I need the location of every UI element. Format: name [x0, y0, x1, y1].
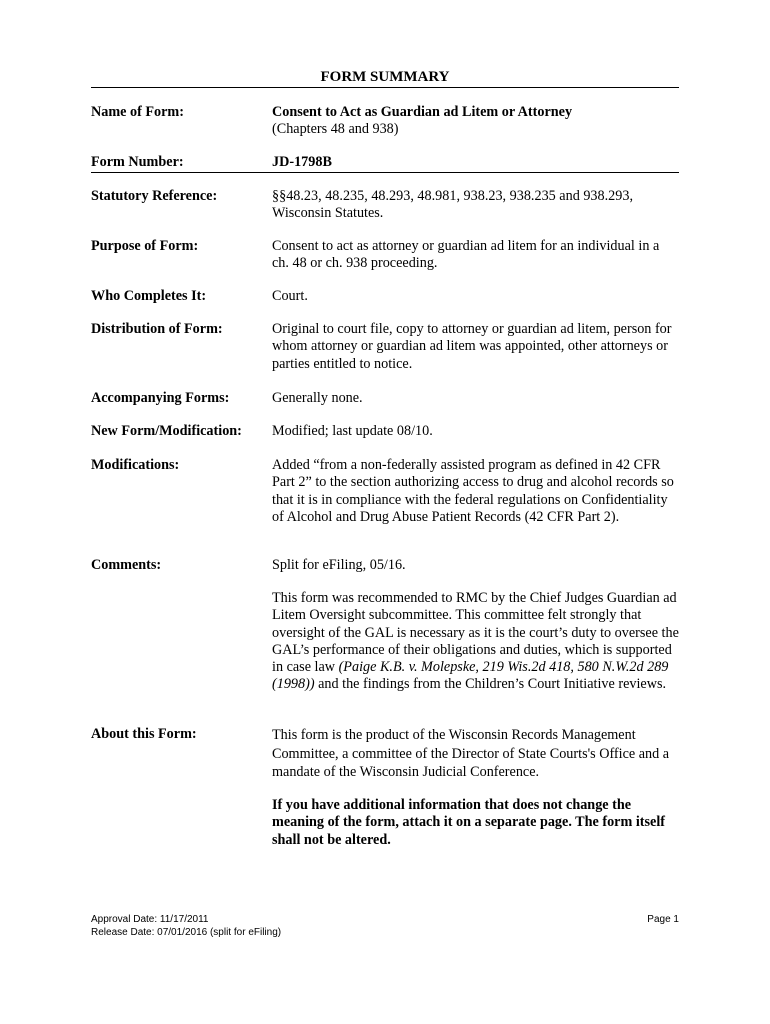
who-completes-value: Court.	[272, 288, 308, 304]
page-title: FORM SUMMARY	[320, 69, 450, 85]
approval-date: Approval Date: 11/17/2011	[91, 914, 209, 925]
comments-paragraph-text: This form was recommended to RMC by the Chief Judges Guardian ad Litem Oversight subcommittee. This committee felt strongly that oversight of the GAL is necessary as it is the court’s duty to oversee the GAL’s performance of their obligations and duties, which is supported in case law	[272, 590, 679, 676]
statutory-reference-value: §§48.23, 48.235, 48.293, 48.981, 938.23, 938.235 and 938.293, Wisconsin Statutes.	[272, 188, 633, 222]
statutory-reference-label: Statutory Reference:	[91, 188, 218, 204]
form-number-label: Form Number:	[91, 154, 184, 170]
comments-label: Comments:	[91, 557, 162, 573]
distribution-label: Distribution of Form:	[91, 321, 223, 337]
do-not-alter-notice: If you have additional information that does not change the meaning of the form, attach it on a separate page. The form itself shall not be altered.	[272, 797, 665, 848]
comments-paragraph-end: and the findings from the Children’s Court Initiative reviews.	[318, 676, 667, 693]
modifications-label: Modifications:	[91, 457, 180, 473]
comments-paragraph	[272, 590, 682, 694]
purpose-value: Consent to act as attorney or guardian ad litem for an individual in a ch. 48 or ch. 938 proceeding.	[272, 238, 660, 272]
about-this-form-label: About this Form:	[91, 726, 197, 742]
modifications-value: Added “from a non-federally assisted program as defined in 42 CFR Part 2” to the section authorizing access to drug and alcohol records so that it is in compliance with the federal regulations on Confidentiality of Alcohol and Drug Abuse Patient Records (42 CFR Part 2).	[272, 457, 674, 525]
distribution-value: Original to court file, copy to attorney or guardian ad litem, person for whom attorney or guardian ad litem was appointed, other attorneys or parties entitled to notice.	[272, 321, 672, 372]
comments-value: Split for eFiling, 05/16.	[272, 557, 406, 573]
about-this-form-value: This form is the product of the Wisconsin Records Management Committee, a committee of the Director of State Courts's Office and a mandate of the Wisconsin Judicial Conference.	[272, 727, 670, 780]
purpose-label: Purpose of Form:	[91, 238, 199, 254]
form-number-value: JD-1798B	[272, 154, 332, 170]
name-of-form-value: Consent to Act as Guardian ad Litem or Attorney	[272, 104, 573, 120]
name-of-form-label: Name of Form:	[91, 104, 184, 120]
accompanying-forms-value: Generally none.	[272, 390, 363, 406]
new-form-modification-label: New Form/Modification:	[91, 423, 242, 439]
name-of-form-chapters: (Chapters 48 and 938)	[272, 121, 399, 137]
case-citation: (Paige K.B. v. Molepske, 219 Wis.2d 418, 580 N.W.2d 289 (1998))	[272, 659, 669, 693]
title-divider	[91, 87, 679, 88]
accompanying-forms-label: Accompanying Forms:	[91, 390, 230, 406]
release-date: Release Date: 07/01/2016 (split for eFiling)	[91, 927, 282, 938]
page-number: Page 1	[647, 914, 679, 925]
form-number-divider	[91, 172, 679, 173]
new-form-modification-value: Modified; last update 08/10.	[272, 423, 433, 439]
footer	[91, 913, 679, 939]
who-completes-label: Who Completes It:	[91, 288, 207, 304]
